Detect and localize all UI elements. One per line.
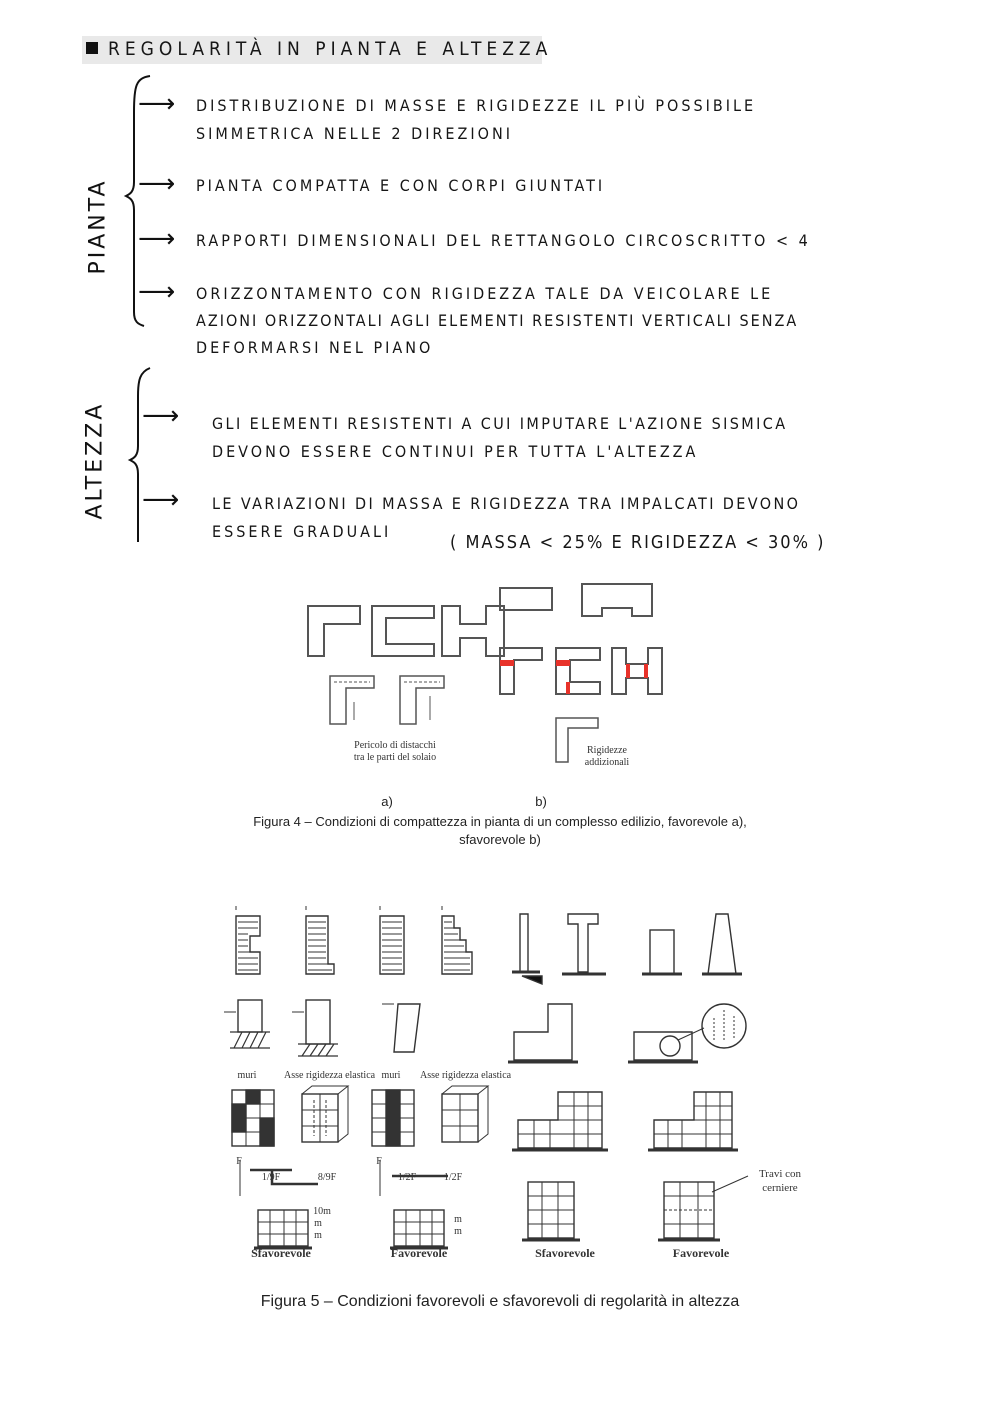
plan-shape-gamma-a [308,606,360,656]
figure-5-label-1: Sfavorevole [251,1246,311,1260]
plan-shape-gamma-b [500,648,542,694]
figure-4-note-b-2: addizionali [584,757,630,768]
figure-5-dim-m-4: m [454,1226,462,1237]
plan-shape-i-b [582,584,652,616]
elevation-notch-shape [306,916,334,974]
elevation-stepped-shape [442,916,472,974]
altezza-label: ALTEZZA [82,401,108,520]
plan-shape-rect-b [500,588,552,610]
figure-5-f3: 1/2F [397,1172,417,1183]
figure-5-travi-2: cerniere [762,1182,798,1194]
figure-5-caption: Figura 5 – Condizioni favorevoli e sfavorevoli di regolarità in altezza [260,1293,740,1310]
figure-5-dim: 10m [313,1206,331,1217]
figure-4-label-a: a) [381,794,393,809]
figure-5-label-4: Favorevole [672,1246,730,1260]
plan-shape-l-small-2 [400,676,444,724]
figure-5-travi-1: Travi con [758,1168,802,1180]
figure-5-label-muri-1: muri [237,1070,257,1081]
figure-5-label-muri-2: muri [381,1070,401,1081]
figure-5-force-2: F [376,1156,382,1167]
figure-5-dim-m-2: m [314,1230,322,1241]
figure-4-note-b-1: Rigidezze [587,745,627,756]
page-title: REGOLARITÀ IN PIANTA E ALTEZZA [108,38,553,60]
figure-5-f2: 8/9F [317,1172,337,1183]
figure-5-dim-m-1: m [314,1218,322,1229]
figure-4-caption-2: sfavorevole b) [459,832,541,847]
elevation-rect-shape [380,916,404,974]
figure-4-note-a-1: Pericolo di distacchi [354,740,436,751]
elevation-c-shape [236,916,260,974]
altezza-item-2-line-2: ESSERE GRADUALI [212,522,392,541]
altezza-brace [128,366,158,546]
bullet-square-icon [86,42,98,54]
plan-shape-l-small-1 [330,676,374,724]
altezza-item-2-line-1: LE VARIAZIONI DI MASSA E RIGIDEZZA TRA IMPALCATI DEVONO [212,494,801,513]
figure-4-note-a-2: tra le parti del solaio [353,752,437,763]
figure-5-label-2: Favorevole [390,1246,448,1260]
figure-5-label-asse-2: Asse rigidezza elastica [420,1070,512,1081]
figure-5-force-1: F [236,1156,242,1167]
arrow-icon: ⟶ [142,485,180,515]
figure-5-label-asse-1: Asse rigidezza elastica [284,1070,376,1081]
arrow-icon: ⟶ [138,169,176,199]
figure-4-caption-1: Figura 4 – Condizioni di compattezza in pianta di un complesso edilizio, favorevole a), [253,814,747,829]
plan-shape-h-a [442,606,504,656]
pianta-label: PIANTA [85,178,111,275]
pianta-item-4-line-3: DEFORMARSI NEL PIANO [196,338,434,357]
pianta-item-4-line-1: ORIZZONTAMENTO CON RIGIDEZZA TALE DA VEICOLARE LE [196,284,774,303]
pianta-item-1-line-1: DISTRIBUZIONE DI MASSE E RIGIDEZZE IL PIÙ POSSIBILE [196,96,757,115]
figure-5-label-3: Sfavorevole [535,1246,595,1260]
altezza-item-1-line-1: GLI ELEMENTI RESISTENTI A CUI IMPUTARE L'AZIONE SISMICA [212,414,788,433]
pianta-item-2-line-1: PIANTA COMPATTA E CON CORPI GIUNTATI [196,176,606,195]
arrow-icon: ⟶ [142,401,180,431]
arrow-icon: ⟶ [138,277,176,307]
figure-5-f4: 1/2F [443,1172,463,1183]
arrow-icon: ⟶ [138,224,176,254]
arrow-icon: ⟶ [138,89,176,119]
pianta-item-4-line-2: AZIONI ORIZZONTALI AGLI ELEMENTI RESISTENTI VERTICALI SENZA [196,311,799,330]
plan-shape-h-b [612,648,662,694]
altezza-item-2-note: ( MASSA < 25% E RIGIDEZZA < 30% ) [450,532,826,553]
plan-shape-c-a [372,606,434,656]
figure-5-f1: 1/9F [261,1172,281,1183]
figure-5-dim-m-3: m [454,1214,462,1225]
figure-4-label-b: b) [535,794,547,809]
altezza-item-1-line-2: DEVONO ESSERE CONTINUI PER TUTTA L'ALTEZZA [212,442,699,461]
plan-shape-c-b [556,648,600,694]
pianta-item-3-line-1: RAPPORTI DIMENSIONALI DEL RETTANGOLO CIRCOSCRITTO < 4 [196,231,811,250]
pianta-item-1-line-2: SIMMETRICA NELLE 2 DIREZIONI [196,124,513,143]
